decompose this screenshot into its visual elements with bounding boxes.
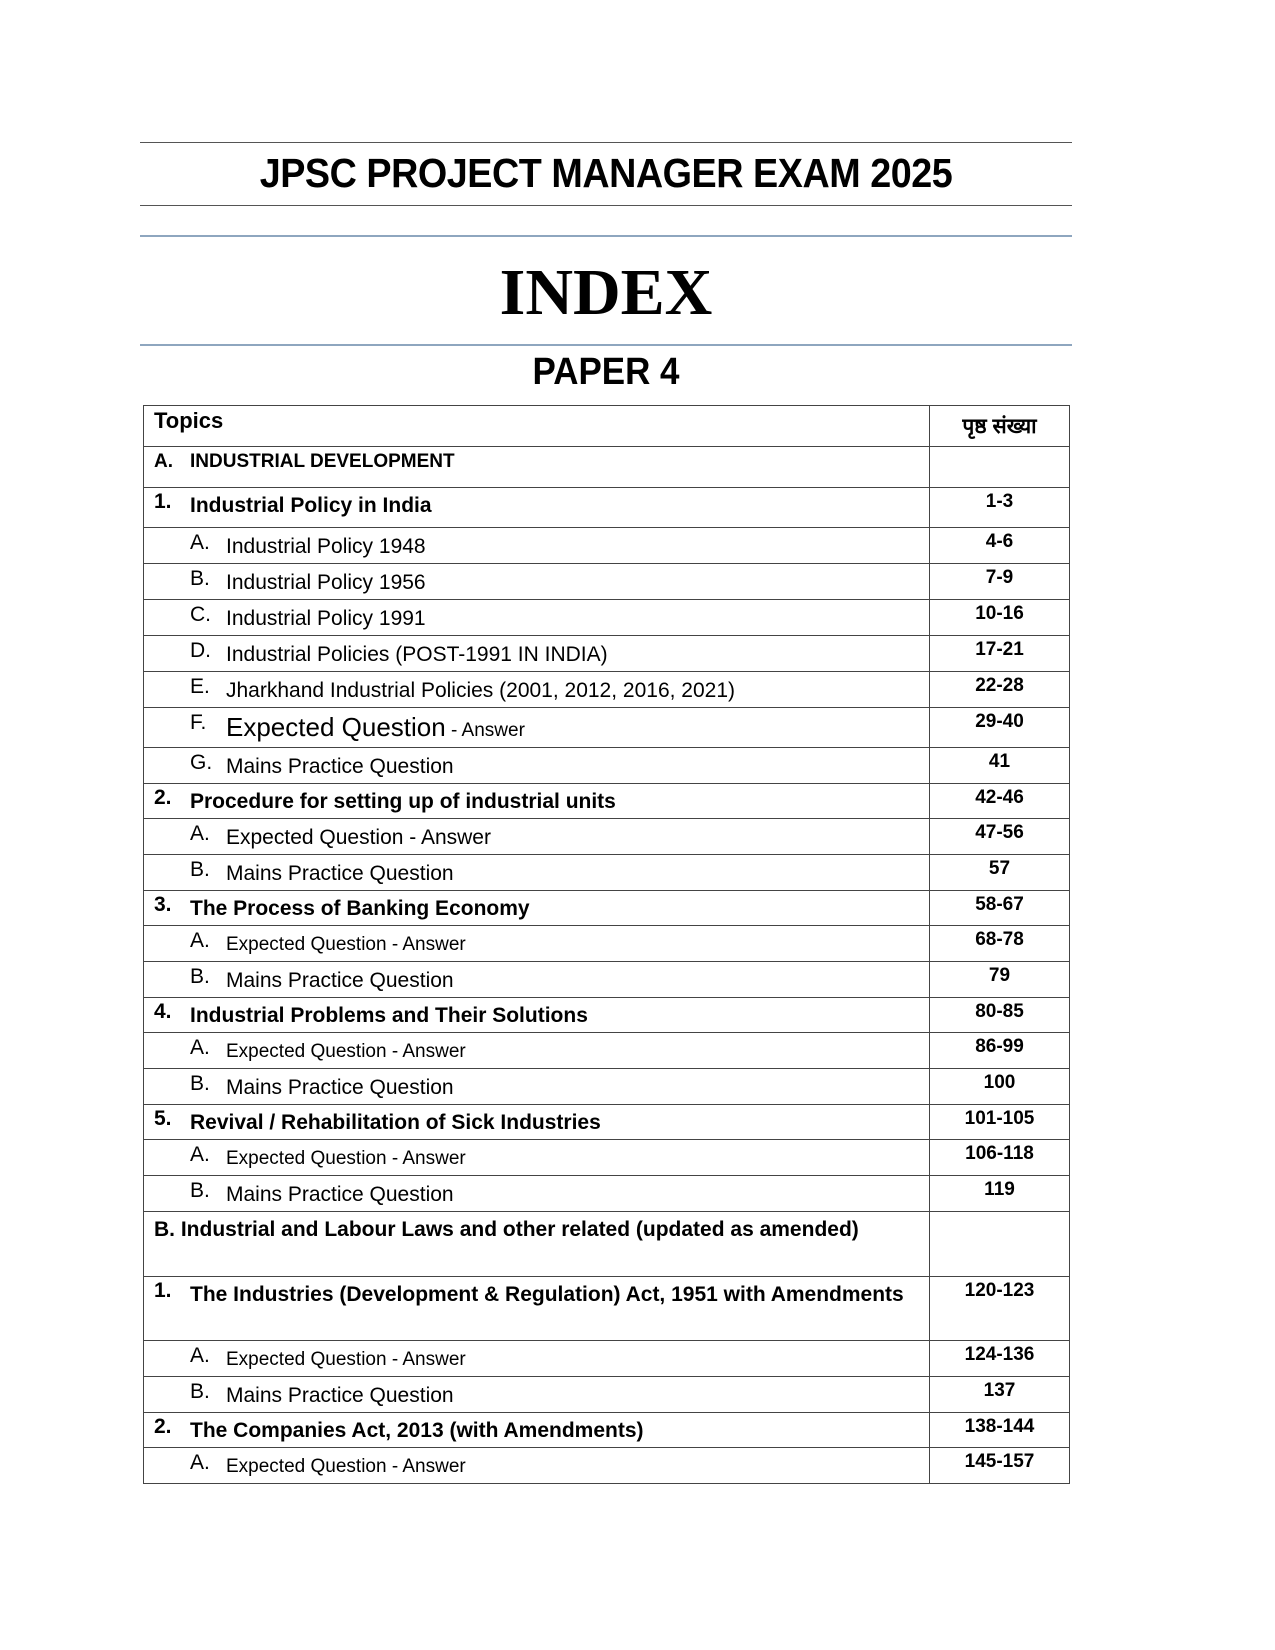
- topic-cell: [144, 1413, 930, 1448]
- topic-text: Mains Practice Question: [226, 755, 454, 778]
- topic-cell: [144, 488, 930, 528]
- topic-cell: [144, 891, 930, 926]
- page-range: 145-157: [930, 1448, 1070, 1484]
- table-row: [144, 819, 1070, 855]
- page-range: 86-99: [930, 1033, 1070, 1069]
- topic-label: F.: [190, 711, 207, 734]
- topic-label: A.: [190, 1451, 210, 1474]
- section-a-pages: [930, 447, 1070, 488]
- topic-cell: [144, 1176, 930, 1212]
- table-row: [144, 672, 1070, 708]
- topic-label: B.: [190, 1179, 210, 1202]
- header-topics-cell: [144, 406, 930, 447]
- topic-label: 3.: [154, 893, 172, 916]
- topic-label: 2.: [154, 786, 172, 809]
- page-range: 119: [930, 1176, 1070, 1212]
- table-row: [144, 600, 1070, 636]
- table-row: [144, 784, 1070, 819]
- topic-cell: [144, 1377, 930, 1413]
- topic-cell: [144, 1212, 930, 1277]
- topic-cell: [144, 1341, 930, 1377]
- title-underline: [140, 205, 1072, 206]
- topic-cell: [144, 819, 930, 855]
- topic-cell: [144, 708, 930, 748]
- page-range: 100: [930, 1069, 1070, 1105]
- page-range: 1-3: [930, 488, 1070, 528]
- section-b-text: B. Industrial and Labour Laws and other related (updated as amended): [154, 1218, 859, 1241]
- topic-cell: [144, 926, 930, 962]
- table-row: [144, 1176, 1070, 1212]
- table-row: [144, 636, 1070, 672]
- table-row: [144, 1341, 1070, 1377]
- table-row: [144, 1448, 1070, 1484]
- topic-label: A.: [190, 531, 210, 554]
- paper-title: PAPER 4: [532, 351, 680, 393]
- table-row: [144, 998, 1070, 1033]
- topic-text: Industrial Policy 1956: [226, 571, 426, 594]
- table-header-row: [144, 406, 1070, 447]
- chapter-title: Procedure for setting up of industrial units: [190, 790, 616, 813]
- table-row: [144, 855, 1070, 891]
- page-range: 101-105: [930, 1105, 1070, 1140]
- header-topics: Topics: [154, 408, 224, 433]
- page-range: 57: [930, 855, 1070, 891]
- topic-label: 2.: [154, 1415, 172, 1438]
- chapter-title: Industrial Problems and Their Solutions: [190, 1004, 588, 1027]
- section-a-text: INDUSTRIAL DEVELOPMENT: [190, 451, 455, 472]
- topic-label: A.: [190, 1344, 210, 1367]
- chapter-title: The Companies Act, 2013 (with Amendments): [190, 1419, 644, 1442]
- page-range: 22-28: [930, 672, 1070, 708]
- index-bottom-rule: [140, 344, 1072, 346]
- chapter-title: Industrial Policy in India: [190, 494, 432, 517]
- topic-cell: [144, 600, 930, 636]
- topic-label: 5.: [154, 1107, 172, 1130]
- table-row: [144, 1069, 1070, 1105]
- topic-text: Mains Practice Question: [226, 862, 454, 885]
- topic-cell: [144, 1069, 930, 1105]
- topic-label: C.: [190, 603, 211, 626]
- topic-text: Mains Practice Question: [226, 1384, 454, 1407]
- page-range: 42-46: [930, 784, 1070, 819]
- page-range: 29-40: [930, 708, 1070, 748]
- topic-text: Expected Question - Answer: [226, 1148, 466, 1169]
- table-row: [144, 1377, 1070, 1413]
- topic-label: G.: [190, 751, 213, 774]
- topic-label: B.: [190, 567, 210, 590]
- topic-text: Expected Question - Answer: [226, 1041, 466, 1062]
- page-range: 80-85: [930, 998, 1070, 1033]
- table-row: [144, 1105, 1070, 1140]
- chapter-title: The Process of Banking Economy: [190, 897, 530, 920]
- page-range: 41: [930, 748, 1070, 784]
- page-range: 17-21: [930, 636, 1070, 672]
- page-range: 47-56: [930, 819, 1070, 855]
- topic-text: Expected Question - Answer: [226, 826, 491, 849]
- section-a-row: [144, 447, 1070, 488]
- topic-cell: [144, 1277, 930, 1341]
- page-range: 106-118: [930, 1140, 1070, 1176]
- page-range: 4-6: [930, 528, 1070, 564]
- topic-label: B.: [190, 1072, 210, 1095]
- table-row: [144, 1033, 1070, 1069]
- topic-label: A.: [190, 929, 210, 952]
- topic-label: 4.: [154, 1000, 172, 1023]
- table-row: [144, 528, 1070, 564]
- table-row: [144, 1212, 1070, 1277]
- topic-text: Mains Practice Question: [226, 1183, 454, 1206]
- topic-text: Mains Practice Question: [226, 969, 454, 992]
- topic-label: A.: [190, 1143, 210, 1166]
- topic-cell: [144, 1033, 930, 1069]
- topic-text: Expected Question - Answer: [226, 1349, 466, 1370]
- topic-cell: [144, 672, 930, 708]
- topic-cell: [144, 1140, 930, 1176]
- table-row: [144, 708, 1070, 748]
- header-pages: पृष्ठ संख्या: [962, 415, 1037, 438]
- table-row: [144, 962, 1070, 998]
- table-row: [144, 1277, 1070, 1341]
- section-a-label: A.: [154, 451, 173, 472]
- topic-label: 1.: [154, 1279, 172, 1302]
- index-table: [143, 405, 1070, 1484]
- topic-text: Expected Question - Answer: [226, 934, 466, 955]
- topic-label: 1.: [154, 490, 172, 513]
- page-range: [930, 1212, 1070, 1277]
- topic-text: Expected Question - Answer: [226, 1456, 466, 1477]
- topic-cell: [144, 998, 930, 1033]
- topic-text: Industrial Policy 1991: [226, 607, 426, 630]
- topic-label: E.: [190, 675, 210, 698]
- index-title: INDEX: [499, 256, 713, 329]
- chapter-title: Revival / Rehabilitation of Sick Industries: [190, 1111, 601, 1134]
- topic-cell: [144, 564, 930, 600]
- page-range: 7-9: [930, 564, 1070, 600]
- topic-label: A.: [190, 1036, 210, 1059]
- table-row: [144, 564, 1070, 600]
- page-range: 10-16: [930, 600, 1070, 636]
- topic-label: B.: [190, 1380, 210, 1403]
- top-rule: [140, 142, 1072, 143]
- header-pages-cell: [930, 406, 1070, 447]
- topic-label: B.: [190, 965, 210, 988]
- chapter-title: The Industries (Development & Regulation) Act, 1951 with Amendments: [190, 1283, 904, 1306]
- topic-cell: [144, 784, 930, 819]
- topic-cell: [144, 855, 930, 891]
- page-range: 68-78: [930, 926, 1070, 962]
- table-row: [144, 488, 1070, 528]
- table-row: [144, 1140, 1070, 1176]
- topic-text: Industrial Policy 1948: [226, 535, 426, 558]
- table-row: [144, 926, 1070, 962]
- topic-text: Industrial Policies (POST-1991 IN INDIA): [226, 643, 608, 666]
- topic-cell: [144, 528, 930, 564]
- topic-label: A.: [190, 822, 210, 845]
- topic-label: B.: [190, 858, 210, 881]
- topic-text-main: Expected Question: [226, 712, 446, 742]
- topic-cell: [144, 748, 930, 784]
- page-range: 124-136: [930, 1341, 1070, 1377]
- page-range: 58-67: [930, 891, 1070, 926]
- page-range: 137: [930, 1377, 1070, 1413]
- topic-text: Mains Practice Question: [226, 1076, 454, 1099]
- topic-cell: [144, 1448, 930, 1484]
- topic-text-suffix: - Answer: [445, 720, 525, 741]
- page-range: 138-144: [930, 1413, 1070, 1448]
- table-row: [144, 748, 1070, 784]
- topic-cell: [144, 636, 930, 672]
- topic-cell: [144, 1105, 930, 1140]
- table-row: [144, 891, 1070, 926]
- page-range: 120-123: [930, 1277, 1070, 1341]
- topic-label: D.: [190, 639, 211, 662]
- index-top-rule: [140, 235, 1072, 237]
- section-a-cell: [144, 447, 930, 488]
- topic-text: Jharkhand Industrial Policies (2001, 2012, 2016, 2021): [226, 679, 736, 702]
- page-range: 79: [930, 962, 1070, 998]
- topic-cell: [144, 962, 930, 998]
- exam-title: JPSC PROJECT MANAGER EXAM 2025: [259, 150, 953, 196]
- table-row: [144, 1413, 1070, 1448]
